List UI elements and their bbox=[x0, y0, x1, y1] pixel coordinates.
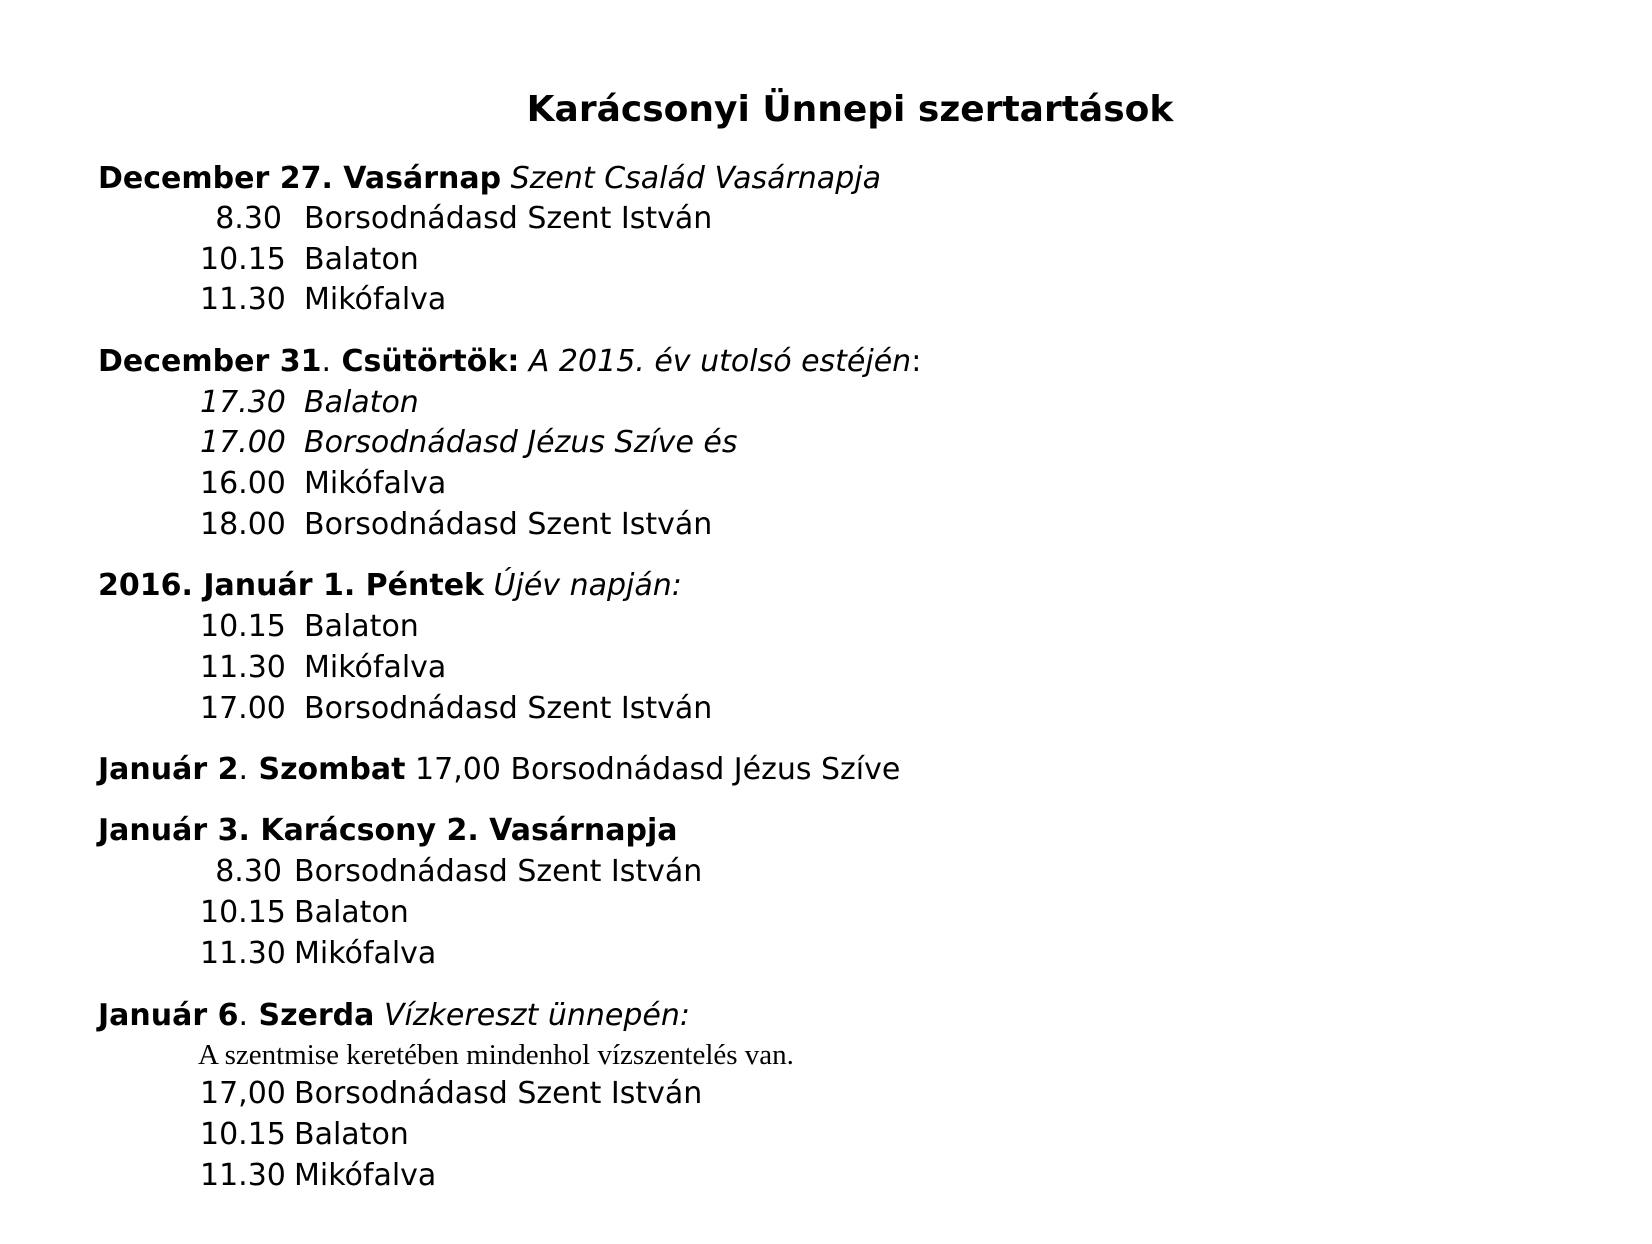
schedule-entry bbox=[200, 608, 419, 646]
entry-time: 17.00 bbox=[200, 691, 286, 726]
section-day: Csütörtök: bbox=[331, 344, 520, 379]
schedule-entry bbox=[200, 1075, 702, 1113]
schedule-entry bbox=[200, 465, 446, 503]
section-date: December 27. bbox=[98, 161, 333, 196]
entry-place: Mikófalva bbox=[304, 282, 447, 317]
section-day: Szerda bbox=[248, 998, 375, 1033]
entry-time: 11.30 bbox=[200, 1158, 286, 1193]
schedule-entry bbox=[200, 1157, 436, 1195]
section-feast: Újév napján: bbox=[493, 568, 682, 603]
section-heading-jan3 bbox=[98, 812, 678, 850]
schedule-entry bbox=[200, 1116, 409, 1154]
entry-place: Balaton bbox=[294, 895, 409, 930]
section-date: Január 6 bbox=[98, 998, 239, 1033]
entry-time: 17.00 bbox=[200, 425, 286, 460]
entry-place: Balaton bbox=[304, 242, 419, 277]
schedule-entry bbox=[200, 894, 409, 932]
section-feast: Vízkereszt ünnepén: bbox=[383, 998, 690, 1033]
schedule-entry bbox=[200, 281, 446, 319]
entry-place: Mikófalva bbox=[304, 466, 447, 501]
section-date: 2016. Január 1. bbox=[98, 568, 356, 603]
entry-place: Balaton bbox=[304, 385, 419, 420]
schedule-entry bbox=[200, 935, 436, 973]
section-day: Vasárnap bbox=[332, 161, 502, 196]
entry-time: 11.30 bbox=[200, 282, 286, 317]
entry-place: Balaton bbox=[304, 609, 419, 644]
schedule-entry bbox=[200, 424, 738, 462]
entry-place: Mikófalva bbox=[304, 650, 447, 685]
entry-place: Borsodnádasd Szent István bbox=[294, 854, 703, 889]
section-rest: 17,00 Borsodnádasd Jézus Szíve bbox=[405, 752, 901, 787]
entry-place: Borsodnádasd Szent István bbox=[294, 1076, 703, 1111]
section-day: Péntek bbox=[355, 568, 484, 603]
entry-time: 17,00 bbox=[200, 1076, 286, 1111]
entry-time: 17.30 bbox=[200, 385, 286, 420]
entry-place: Borsodnádasd Szent István bbox=[304, 201, 713, 236]
section-separator: . bbox=[238, 752, 249, 787]
schedule-entry bbox=[200, 200, 712, 238]
entry-time: 10.15 bbox=[200, 1117, 286, 1152]
entry-place: Borsodnádasd Szent István bbox=[304, 691, 713, 726]
entry-time: 10.15 bbox=[200, 895, 286, 930]
entry-time: 8.30 bbox=[215, 854, 282, 889]
section-date: Január 2 bbox=[98, 752, 239, 787]
entry-place: Borsodnádasd Szent István bbox=[304, 507, 713, 542]
entry-place: Borsodnádasd Jézus Szíve és bbox=[304, 425, 738, 460]
schedule-entry bbox=[200, 690, 712, 728]
section-heading-jan1 bbox=[98, 567, 682, 605]
entry-time: 10.15 bbox=[200, 242, 286, 277]
entry-place: Balaton bbox=[294, 1117, 409, 1152]
section-separator: . bbox=[238, 998, 249, 1033]
section-date: December 31 bbox=[98, 344, 322, 379]
section-tail: : bbox=[911, 344, 922, 379]
section-feast: Szent Család Vasárnapja bbox=[510, 161, 881, 196]
schedule-entry bbox=[200, 384, 419, 422]
entry-place: Mikófalva bbox=[294, 936, 437, 971]
section-day: Szombat bbox=[248, 752, 406, 787]
section-note: A szentmise keretében mindenhol vízszentelés van. bbox=[198, 1039, 794, 1071]
section-feast: A 2015. év utolsó estéjén bbox=[528, 344, 912, 379]
entry-time: 11.30 bbox=[200, 936, 286, 971]
entry-time: 16.00 bbox=[200, 466, 286, 501]
page-title: Karácsonyi Ünnepi szertartások bbox=[526, 89, 1174, 130]
entry-time: 8.30 bbox=[215, 201, 282, 236]
entry-time: 10.15 bbox=[200, 609, 286, 644]
entry-time: 11.30 bbox=[200, 650, 286, 685]
section-separator: . bbox=[321, 344, 331, 379]
schedule-entry bbox=[200, 853, 702, 891]
section-heading-dec31 bbox=[98, 343, 921, 381]
section-heading-jan2 bbox=[98, 751, 900, 789]
schedule-entry bbox=[200, 649, 446, 687]
entry-time: 18.00 bbox=[200, 507, 286, 542]
section-heading-jan6 bbox=[98, 997, 690, 1035]
entry-place: Mikófalva bbox=[294, 1158, 437, 1193]
schedule-entry bbox=[200, 241, 419, 279]
section-date: Január 3. Karácsony 2. Vasárnapja bbox=[98, 813, 678, 848]
section-heading-dec27 bbox=[98, 160, 881, 198]
schedule-entry bbox=[200, 506, 712, 544]
